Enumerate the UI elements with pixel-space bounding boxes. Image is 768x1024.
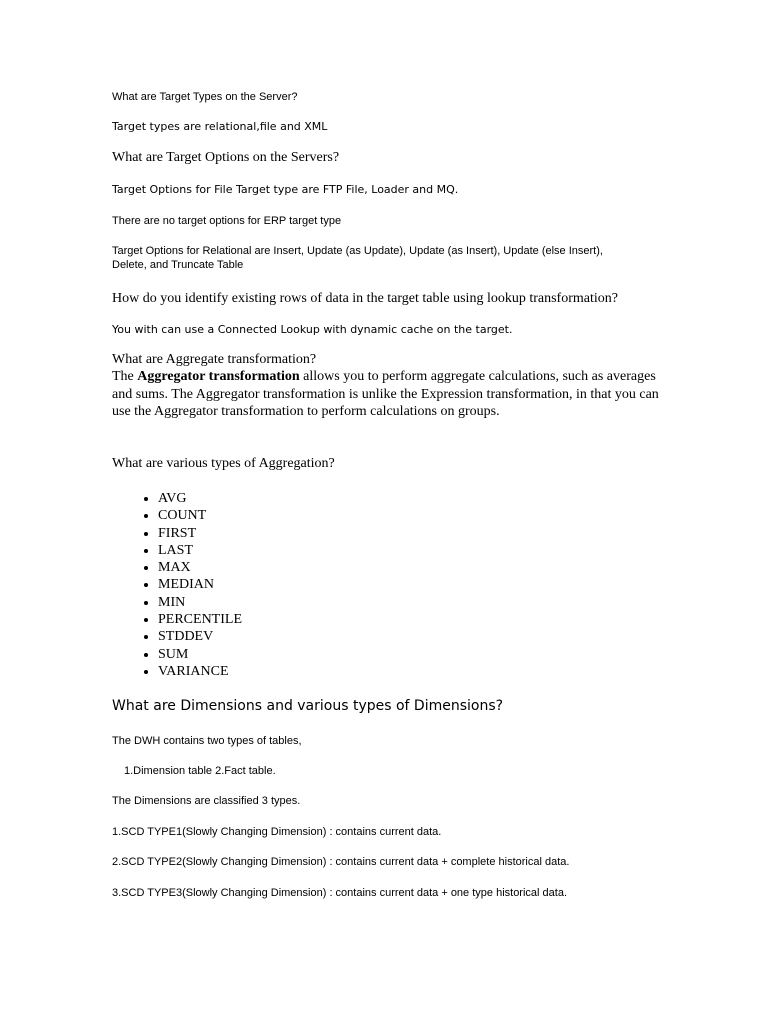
question-aggregate: What are Aggregate transformation? <box>112 352 317 367</box>
answer-target-options-relational: Target Options for Relational are Insert, Update (as Update), Update (as Insert), Update (else Insert), Delete, and Truncate Table <box>112 245 603 272</box>
list-item: • MIN <box>158 594 242 611</box>
scd-type1: 1.SCD TYPE1(Slowly Changing Dimension) : contains current data. <box>112 826 442 838</box>
answer-dwh: The DWH contains two types of tables, <box>112 735 302 747</box>
scd-type2: 2.SCD TYPE2(Slowly Changing Dimension) : contains current data + complete historical data. <box>112 856 570 868</box>
aggregation-types-list <box>112 490 242 680</box>
question-target-options: What are Target Options on the Servers? <box>112 150 340 165</box>
list-item: • LAST <box>158 542 242 559</box>
list-item: • MAX <box>158 559 242 576</box>
answer-dimension-classification: The Dimensions are classified 3 types. <box>112 795 301 807</box>
answer-aggregate-prefix: The <box>112 369 138 384</box>
list-item: • FIRST <box>158 525 242 542</box>
list-item: • PERCENTILE <box>158 611 242 628</box>
scd-type3: 3.SCD TYPE3(Slowly Changing Dimension) : contains current data + one type historical data. <box>112 887 568 899</box>
answer-target-options-file: Target Options for File Target type are FTP File, Loader and MQ. <box>112 183 459 196</box>
list-item: • AVG <box>158 490 242 507</box>
list-item: • COUNT <box>158 507 242 524</box>
answer-table-types: 1.Dimension table 2.Fact table. <box>124 765 276 777</box>
list-item: • SUM <box>158 646 242 663</box>
answer-target-types: Target types are relational,file and XML <box>112 120 328 133</box>
question-dimensions: What are Dimensions and various types of Dimensions? <box>112 698 504 714</box>
answer-aggregate <box>112 368 660 421</box>
question-lookup: How do you identify existing rows of data in the target table using lookup transformation? <box>112 291 618 306</box>
list-item: • MEDIAN <box>158 576 242 593</box>
question-aggregation-types: What are various types of Aggregation? <box>112 456 335 471</box>
answer-aggregate-rest: allows you to perform aggregate calculations, such as averages and sums. The Aggregator transformation is unlike the Expression transformation, in that you can use the Aggregator transformation to perform calculations on groups. <box>112 369 659 420</box>
aggregator-term: Aggregator transformation <box>137 369 300 384</box>
answer-target-options-erp: There are no target options for ERP target type <box>112 215 342 227</box>
question-target-types: What are Target Types on the Server? <box>112 91 298 103</box>
answer-lookup: You with can use a Connected Lookup with dynamic cache on the target. <box>112 323 513 336</box>
list-item: • STDDEV <box>158 628 242 645</box>
list-item: • VARIANCE <box>158 663 242 680</box>
